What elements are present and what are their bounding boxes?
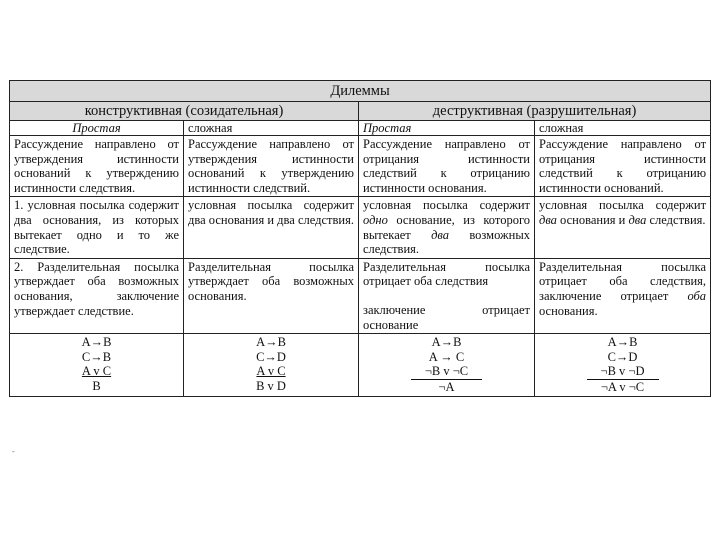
reasoning-cell: Рассуждение направлено от утверждения истинности оснований к утверждению истинности следствия. <box>10 136 184 197</box>
condition-text: условная посылка содержит <box>363 198 530 213</box>
premise-1: A→B <box>256 335 286 350</box>
reasoning-cell: Рассуждение направлено от отрицания истинности следствий к отрицанию истинности оснований. <box>535 136 711 197</box>
premise-2: C→B <box>81 349 112 364</box>
disjunctive-cell: Разделительная посылка утверждает оба возможных основания. <box>184 258 359 333</box>
table-title: Дилеммы <box>10 81 711 102</box>
formula-row <box>10 334 711 396</box>
conclusion: ¬A <box>438 379 455 394</box>
emphasis-one: одно <box>363 212 388 227</box>
condition-text: основания и <box>560 212 626 227</box>
formula-cell <box>184 334 359 396</box>
disjunctive-text: Разделительная посылка отрицает оба следствия <box>363 259 530 289</box>
group-header-constructive: конструктивная (созидательная) <box>10 102 359 121</box>
conclusion: ¬A v ¬C <box>600 379 645 394</box>
reasoning-cell: Рассуждение направлено от утверждения истинности оснований к утверждению истинности следствий. <box>184 136 359 197</box>
disjunctive-cell <box>359 258 535 333</box>
premise-2: A → C <box>428 349 465 364</box>
subheader-complex-destructive: сложная <box>535 121 711 136</box>
premise-1: A→B <box>81 335 112 350</box>
subheader-simple-destructive: Простая <box>359 121 535 136</box>
disjunctive-premise: ¬B v ¬D <box>587 364 659 380</box>
emphasis-two: два <box>628 212 647 227</box>
emphasis-two: два <box>431 227 450 242</box>
disjunctive-cell <box>535 258 711 333</box>
disjunctive-text: основания. <box>539 303 598 318</box>
group-header-destructive: деструктивная (разрушительная) <box>359 102 711 121</box>
disjunctive-row <box>10 258 711 333</box>
disjunctive-text: Разделительная посылка отрицает оба следствия, заключение отрицает <box>539 259 707 303</box>
dilemma-table <box>9 80 711 397</box>
conclusion: B v D <box>256 378 286 393</box>
page-mark: - <box>12 447 15 456</box>
reasoning-cell: Рассуждение направлено от отрицания истинности следствий к отрицанию истинности основания. <box>359 136 535 197</box>
formula-cell <box>10 334 184 396</box>
emphasis-both: оба <box>687 288 707 303</box>
reasoning-row <box>10 136 711 197</box>
disjunctive-cell: 2. Разделительная посылка утверждает оба возможных основания, заключение утверждает следствие. <box>10 258 184 333</box>
disjunctive-premise: A v C <box>81 364 112 379</box>
condition-text: условная посылка содержит <box>539 198 707 213</box>
premise-2: C→D <box>256 349 286 364</box>
premise-2: C→D <box>607 349 638 364</box>
conclusion: B <box>92 378 101 393</box>
subheader-complex-constructive: сложная <box>184 121 359 136</box>
conclusion-text: заключение отрицает основание <box>363 302 530 332</box>
condition-cell: условная посылка содержит два основания и два следствия. <box>184 197 359 258</box>
disjunctive-premise: ¬B v ¬C <box>411 364 482 380</box>
condition-cell: 1. условная посылка содержит два основания, из которых вытекает одно и то же следствие. <box>10 197 184 258</box>
condition-row <box>10 197 711 258</box>
premise-1: A→B <box>431 335 462 350</box>
condition-text: следствия. <box>649 212 706 227</box>
formula-cell <box>359 334 535 396</box>
condition-text: возможных следствия. <box>363 227 530 257</box>
condition-text: основание, из которого вытекает <box>363 212 531 242</box>
disjunctive-premise: A v C <box>256 364 286 379</box>
formula-cell <box>535 334 711 396</box>
condition-cell <box>535 197 711 258</box>
premise-1: A→B <box>607 335 638 350</box>
subheader-simple-constructive: Простая <box>10 121 184 136</box>
emphasis-two: два <box>539 212 557 227</box>
condition-cell <box>359 197 535 258</box>
